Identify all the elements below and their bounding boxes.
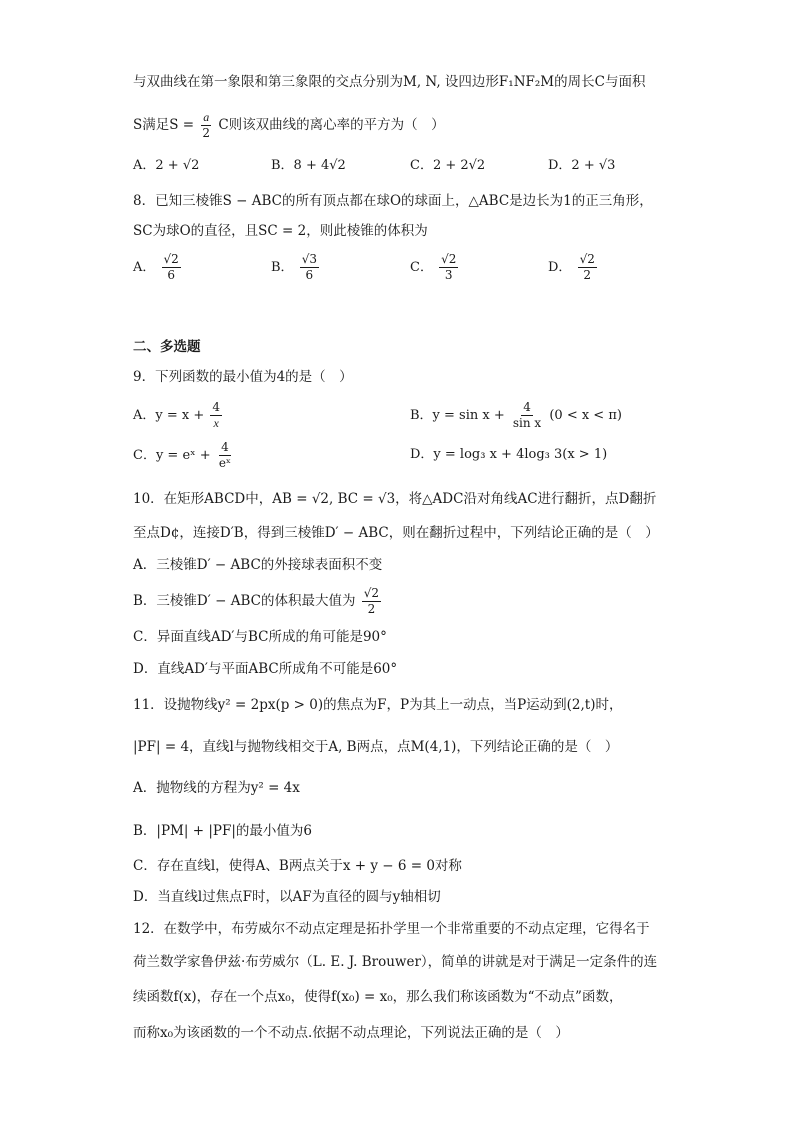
q9-b-suffix: (0 < x < π) — [549, 408, 622, 423]
q8-b-num: √3 — [301, 252, 317, 266]
q8-c-den: 3 — [444, 268, 453, 282]
q7-option-d: D．2 + √3 — [548, 158, 616, 173]
q9-c-num: 4 — [221, 440, 229, 454]
q11-stem-line1: 11．设抛物线y² = 2px(p > 0)的焦点为F，P为其上一动点，当P运动到(2,t)时， — [133, 697, 623, 713]
q11-stem-line2: |PF| = 4，直线l与抛物线相交于A, B两点，点M(4,1)，下列结论正确的是（ ） — [133, 739, 619, 755]
q8-a-den: 6 — [167, 268, 175, 282]
q9-stem: 9．下列函数的最小值为4的是（ ） — [133, 369, 353, 385]
q7-stem-line1: 与双曲线在第一象限和第三象限的交点分别为M, N, 设四边形F₁NF₂M的周长C与面积 — [133, 74, 646, 90]
q8-option-c — [410, 252, 460, 283]
q7-frac-den: 2 — [202, 126, 211, 140]
q9-b-num: 4 — [523, 400, 531, 414]
q8-b-label: B． — [271, 260, 294, 275]
q8-stem-line2: SC为球O的直径，且SC = 2，则此棱锥的体积为 — [133, 223, 428, 239]
q10-option-b — [133, 586, 383, 617]
q9-b-den: sin x — [512, 416, 542, 430]
q7-line2-prefix: S满足S = — [133, 117, 195, 133]
q12-stem-line1: 12．在数学中，布劳威尔不动点定理是拓扑学里一个非常重要的不动点定理，它得名于 — [133, 921, 650, 937]
q8-option-d — [548, 252, 599, 283]
q9-c-prefix: C．y = eˣ + — [133, 448, 211, 463]
q8-a-label: A． — [133, 260, 156, 275]
q8-stem-line1: 8．已知三棱锥S − ABC的所有顶点都在球O的球面上，△ABC是边长为1的正三角形， — [133, 193, 653, 209]
q8-option-b — [271, 252, 321, 283]
q9-a-num: 4 — [212, 400, 221, 414]
q10-stem-line1: 10．在矩形ABCD中，AB = √2, BC = √3，将△ADC沿对角线AC进行翻折，点D翻折 — [133, 491, 657, 507]
q8-d-label: D． — [548, 260, 572, 275]
q8-c-num: √2 — [441, 252, 457, 266]
q8-b-den: 6 — [305, 268, 314, 282]
q10-option-d: D．直线AD′与平面ABC所成角不可能是60° — [133, 661, 398, 677]
q9-option-d: D．y = log₃ x + 4log₃ 3(x > 1) — [410, 447, 608, 462]
q9-option-c — [133, 440, 235, 471]
q12-stem-line4: 而称x₀为该函数的一个不动点.依据不动点理论，下列说法正确的是（ ） — [133, 1025, 569, 1041]
q9-a-den: x — [213, 416, 219, 430]
q8-a-num: √2 — [163, 252, 179, 266]
q7-stem-line2 — [133, 110, 445, 141]
q12-stem-line2: 荷兰数学家鲁伊兹·布劳威尔（L. E. J. Brouwer），简单的讲就是对于满足一定条件的连 — [133, 954, 658, 970]
q9-c-den: eˣ — [218, 456, 232, 470]
q9-b-prefix: B．y = sin x + — [410, 408, 505, 423]
q12-stem-line3: 续函数f(x)，存在一个点x₀，使得f(x₀) = x₀，那么我们称该函数为“不动点”函数， — [133, 989, 623, 1005]
q7-option-a: A．2 + √2 — [133, 158, 200, 173]
q8-d-num: √2 — [579, 252, 595, 266]
q10-b-num: √2 — [363, 586, 380, 600]
q11-option-b: B．|PM| + |PF|的最小值为6 — [133, 823, 312, 839]
q7-line2-suffix: C则该双曲线的离心率的平方为（ ） — [218, 117, 445, 133]
q10-b-den: 2 — [367, 602, 376, 616]
q7-fraction — [200, 110, 212, 141]
q11-option-c: C．存在直线l，使得A、B两点关于x + y − 6 = 0对称 — [133, 858, 462, 874]
q8-d-den: 2 — [583, 268, 592, 282]
q7-option-b: B．8 + 4√2 — [271, 158, 346, 173]
q8-option-a — [133, 252, 183, 283]
q10-option-a: A．三棱锥D′ − ABC的外接球表面积不变 — [133, 557, 383, 573]
q11-option-d: D．当直线l过焦点F时，以AF为直径的圆与y轴相切 — [133, 889, 441, 905]
section-title-multiple-choice: 二、多选题 — [133, 339, 201, 355]
q9-option-b — [410, 400, 622, 431]
q9-a-prefix: A．y = x + — [133, 408, 205, 423]
q8-c-label: C． — [410, 260, 433, 275]
q10-b-prefix: B．三棱锥D′ − ABC的体积最大值为 — [133, 593, 356, 609]
q9-option-a — [133, 400, 224, 431]
q11-option-a: A．抛物线的方程为y² = 4x — [133, 780, 300, 796]
q10-option-c: C．异面直线AD′与BC所成的角可能是90° — [133, 629, 387, 645]
q10-stem-line2: 至点D¢，连接D′B，得到三棱锥D′ − ABC，则在翻折过程中，下列结论正确的是（ ） — [133, 525, 659, 541]
q7-frac-num: a — [203, 110, 210, 124]
q7-option-c: C．2 + 2√2 — [410, 158, 486, 173]
